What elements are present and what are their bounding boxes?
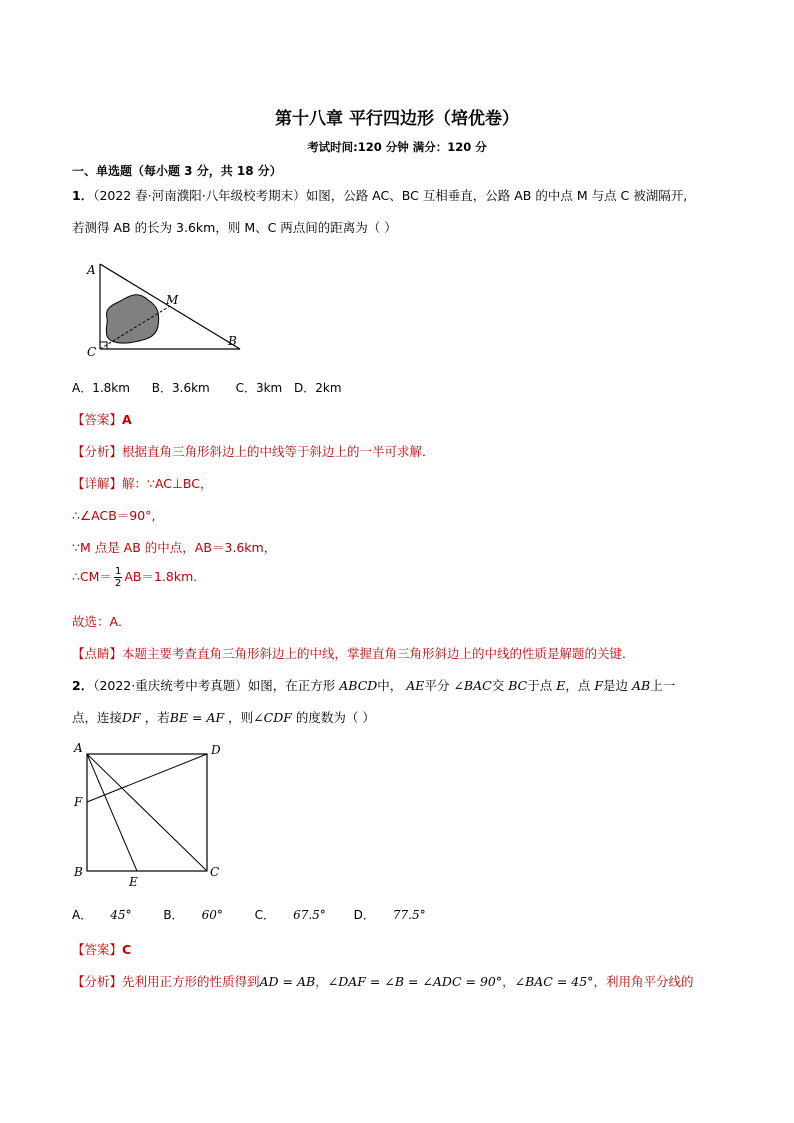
q1-option-b: B．3.6km	[151, 381, 210, 395]
q2-option-b: B． 60°	[163, 908, 223, 922]
q1-choose: 故选：A．	[72, 614, 131, 629]
q2-stem-line2: 点，连接DF ，若BE = AF ，则∠CDF 的度数为（ ）	[72, 710, 375, 725]
q2-analysis: 【分析】先利用正方形的性质得到AD = AB，∠DAF = ∠B = ∠ADC = 90°，∠BAC = 45°，利用角平分线的	[72, 974, 694, 989]
exam-info: 考试时间:120 分钟 满分：120 分	[307, 140, 487, 154]
q2-option-d: D． 77.5°	[353, 908, 426, 922]
q2-option-c: C． 67.5°	[254, 908, 326, 922]
q1-options	[72, 379, 360, 396]
q1-step4: ∴CM＝ $\frac{1}{2}$ AB＝1.8km．	[72, 566, 206, 589]
q1-label-M: M	[166, 293, 179, 307]
q2-label-C: C	[210, 865, 220, 879]
q1-option-d: D．2km	[294, 381, 342, 395]
q2-answer: 【答案】C	[72, 942, 132, 957]
q2-options	[72, 906, 462, 923]
lake-shape	[106, 295, 158, 343]
q1-answer: 【答案】A	[72, 412, 132, 427]
q1-comment: 【点睛】本题主要考查直角三角形斜边上的中线，掌握直角三角形斜边上的中线的性质是解题的关键．	[72, 646, 635, 661]
q2-label-E: E	[129, 875, 138, 889]
q1-option-c: C．3km	[235, 381, 283, 395]
page-title: 第十八章 平行四边形（培优卷）	[275, 109, 519, 129]
q2-label-F: F	[74, 795, 83, 809]
q2-option-a: A． 45°	[72, 908, 132, 922]
q2-stem-line1: 2．（2022·重庆统考中考真题）如图，在正方形 ABCD中， AE平分 ∠BAC交 BC于点 E，点 F是边 AB上一	[72, 678, 676, 693]
q1-label-C: C	[87, 345, 97, 358]
q2-figure	[66, 740, 236, 892]
q1-detail: 【详解】解：∵AC⊥BC，	[72, 476, 213, 491]
q1-analysis: 【分析】根据直角三角形斜边上的中线等于斜边上的一半可求解．	[72, 444, 435, 459]
q1-option-a: A．1.8km	[72, 381, 130, 395]
q2-label-D: D	[211, 743, 221, 757]
q1-figure	[80, 256, 250, 358]
q1-step3: ∵M 点是 AB 的中点，AB＝3.6km，	[72, 540, 277, 555]
q2-label-A: A	[74, 741, 83, 755]
q1-step2: ∴∠ACB＝90°,	[72, 508, 156, 523]
q1-stem-line1: 1．（2022 春·河南濮阳·八年级校考期末）如图，公路 AC、BC 互相垂直，公路 AB 的中点 M 与点 C 被湖隔开,	[72, 188, 688, 203]
section-heading: 一、单选题（每小题 3 分，共 18 分）	[72, 164, 282, 178]
q2-label-B: B	[74, 865, 83, 879]
q1-label-B: B	[228, 334, 237, 348]
q1-label-A: A	[87, 263, 96, 277]
q1-stem-line2: 若测得 AB 的长为 3.6km，则 M、C 两点间的距离为（ ）	[72, 220, 397, 235]
